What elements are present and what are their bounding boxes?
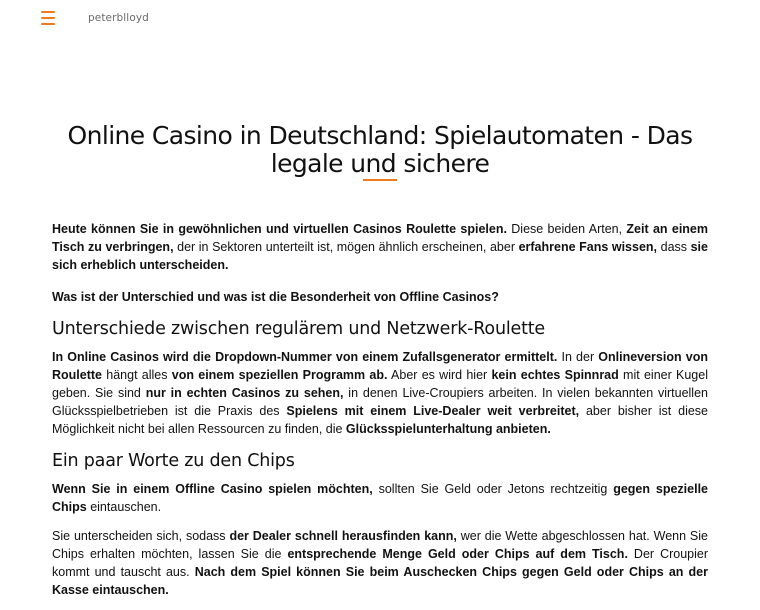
- title-underline-accent: [363, 179, 397, 181]
- bold-text-run: nur in echten Casinos zu sehen,: [145, 386, 344, 400]
- text-run: aber bisher ist diese Möglichkeit nicht bei allen Ressourcen zu finden, die: [52, 404, 708, 436]
- question-text: Was ist der Unterschied und was ist die Besonderheit von Offline Casinos?: [52, 290, 499, 304]
- bold-text-run: von einem speziellen Programm ab.: [171, 368, 388, 382]
- bold-text-run: In Online Casinos wird die Dropdown-Nummer von einem Zufallsgenerator ermittelt.: [52, 350, 558, 364]
- text-run: hängt alles: [102, 368, 172, 382]
- bold-text-run: erfahrene Fans wissen,: [518, 240, 658, 254]
- top-navigation-bar: [0, 0, 760, 40]
- page-title: Online Casino in Deutschland: Spielautomaten - Das legale und sichere: [67, 121, 693, 178]
- section-heading-chips: Ein paar Worte zu den Chips: [52, 451, 295, 471]
- bold-text-run: Nach dem Spiel können Sie beim Auschecken Chips gegen Geld oder Chips an der Kasse eintauschen.: [52, 565, 708, 597]
- bold-text-run: Glücksspielunterhaltung anbieten.: [345, 422, 551, 436]
- bold-text-run: Zeit an einem Tisch zu verbringen,: [52, 222, 708, 254]
- bold-text-run: Spielens mit einem Live-Dealer weit verbreitet,: [286, 404, 580, 418]
- intro-paragraph: [52, 220, 708, 274]
- roulette-paragraph: [52, 348, 708, 438]
- text-run: mit einer Kugel geben. Sie sind: [52, 368, 708, 400]
- text-run: Diese beiden Arten,: [506, 222, 627, 236]
- text-run: Aber es wird hier: [387, 368, 492, 382]
- bold-text-run: der Dealer schnell herausfinden kann,: [229, 529, 457, 543]
- question-paragraph: [52, 288, 708, 306]
- bold-text-run: entsprechende Menge Geld oder Chips auf dem Tisch.: [287, 547, 628, 561]
- text-run: In der: [557, 350, 599, 364]
- bold-text-run: gegen spezielle Chips: [52, 482, 708, 514]
- bold-text-run: Onlineversion von Roulette: [52, 350, 708, 382]
- text-run: Der Croupier kommt und tauscht aus.: [52, 547, 709, 579]
- article-content: [52, 220, 708, 610]
- text-run: sollten Sie Geld oder Jetons rechtzeitig: [372, 482, 614, 496]
- chips-paragraph-2: [52, 527, 708, 599]
- text-run: der in Sektoren unterteilt ist, mögen ähnlich erscheinen, aber: [173, 240, 519, 254]
- text-run: dass: [657, 240, 691, 254]
- hamburger-menu-icon[interactable]: [41, 11, 55, 25]
- text-run: wer die Wette abgeschlossen hat. Wenn Sie Chips erhalten möchten, lassen Sie die: [52, 529, 708, 561]
- text-run: Sie unterscheiden sich, sodass: [52, 529, 230, 543]
- bold-text-run: kein echtes Spinnrad: [491, 368, 619, 382]
- chips-paragraph-1: [52, 480, 708, 516]
- text-run: eintauschen.: [86, 500, 162, 514]
- bold-text-run: Wenn Sie in einem Offline Casino spielen möchten,: [52, 482, 373, 496]
- bold-text-run: sie sich erheblich unterscheiden.: [52, 240, 708, 272]
- bold-text-run: Heute können Sie in gewöhnlichen und virtuellen Casinos Roulette spielen.: [52, 222, 507, 236]
- section-heading-roulette: Unterschiede zwischen regulärem und Netzwerk-Roulette: [52, 319, 545, 339]
- site-brand-link[interactable]: peterblloyd: [88, 12, 149, 24]
- text-run: in denen Live-Croupiers arbeiten. In vielen bekannten virtuellen Glücksspielbetrieben ist die Praxis des: [52, 386, 708, 418]
